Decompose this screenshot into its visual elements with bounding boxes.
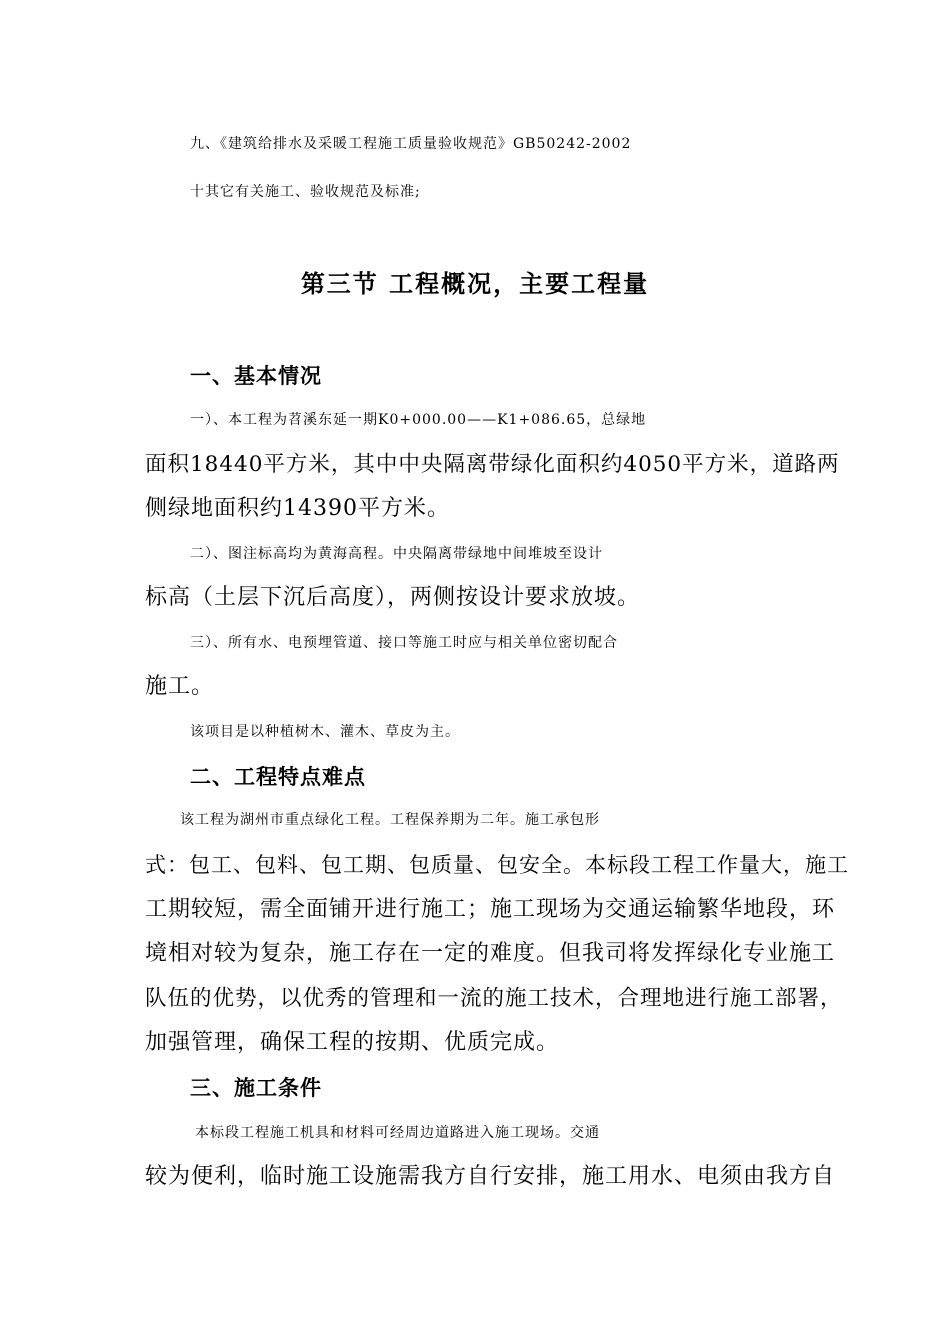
paragraph-line: 加强管理，确保工程的按期、优质完成。 [145, 1030, 560, 1055]
heading-conditions: 三、施工条件 [190, 1076, 322, 1100]
paragraph-line: 该项目是以种植树木、灌木、草皮为主。 [190, 724, 460, 740]
paragraph-line: 侧绿地面积约14390平方米。 [145, 496, 450, 521]
paragraph-line: 该工程为湖州市重点绿化工程。工程保养期为二年。施工承包形 [180, 812, 600, 828]
heading-features: 二、工程特点难点 [190, 765, 366, 789]
paragraph-line: 面积18440平方米，其中中央隔离带绿化面积约4050平方米，道路两 [145, 452, 840, 477]
paragraph-line: 较为便利，临时施工设施需我方自行安排，施工用水、电须由我方自 [145, 1164, 836, 1189]
paragraph-line: 式：包工、包料、包工期、包质量、包安全。本标段工程工作量大，施工 [145, 853, 849, 877]
paragraph-line: 境相对较为复杂，施工存在一定的难度。但我司将发挥绿化专业施工 [145, 941, 836, 966]
paragraph-line: 标高（土层下沉后高度），两侧按设计要求放坡。 [145, 585, 641, 610]
paragraph-line: 三）、所有水、电预埋管道、接口等施工时应与相关单位密切配合 [190, 635, 618, 651]
section-title: 第三节 工程概况，主要工程量 [300, 270, 650, 298]
heading-basic-info: 一、基本情况 [190, 364, 322, 388]
reference-line-10: 十其它有关施工、验收规范及标准; [190, 184, 421, 200]
paragraph-line: 二）、图注标高均为黄海高程。中央隔离带绿地中间堆坡至设计 [190, 546, 603, 562]
reference-line-9: 九、《建筑给排水及采暖工程施工质量验收规范》GB50242-2002 [190, 136, 632, 152]
paragraph-line: 本标段工程施工机具和材料可经周边道路进入施工现场。交通 [195, 1125, 600, 1141]
paragraph-line: 施工。 [145, 674, 215, 699]
paragraph-line: 一）、本工程为苕溪东延一期K0+000.00——K1+086.65，总绿地 [190, 412, 647, 428]
paragraph-line: 工期较短，需全面铺开进行施工；施工现场为交通运输繁华地段，环 [145, 897, 836, 922]
paragraph-line: 队伍的优势，以优秀的管理和一流的施工技术，合理地进行施工部署， [145, 986, 843, 1011]
